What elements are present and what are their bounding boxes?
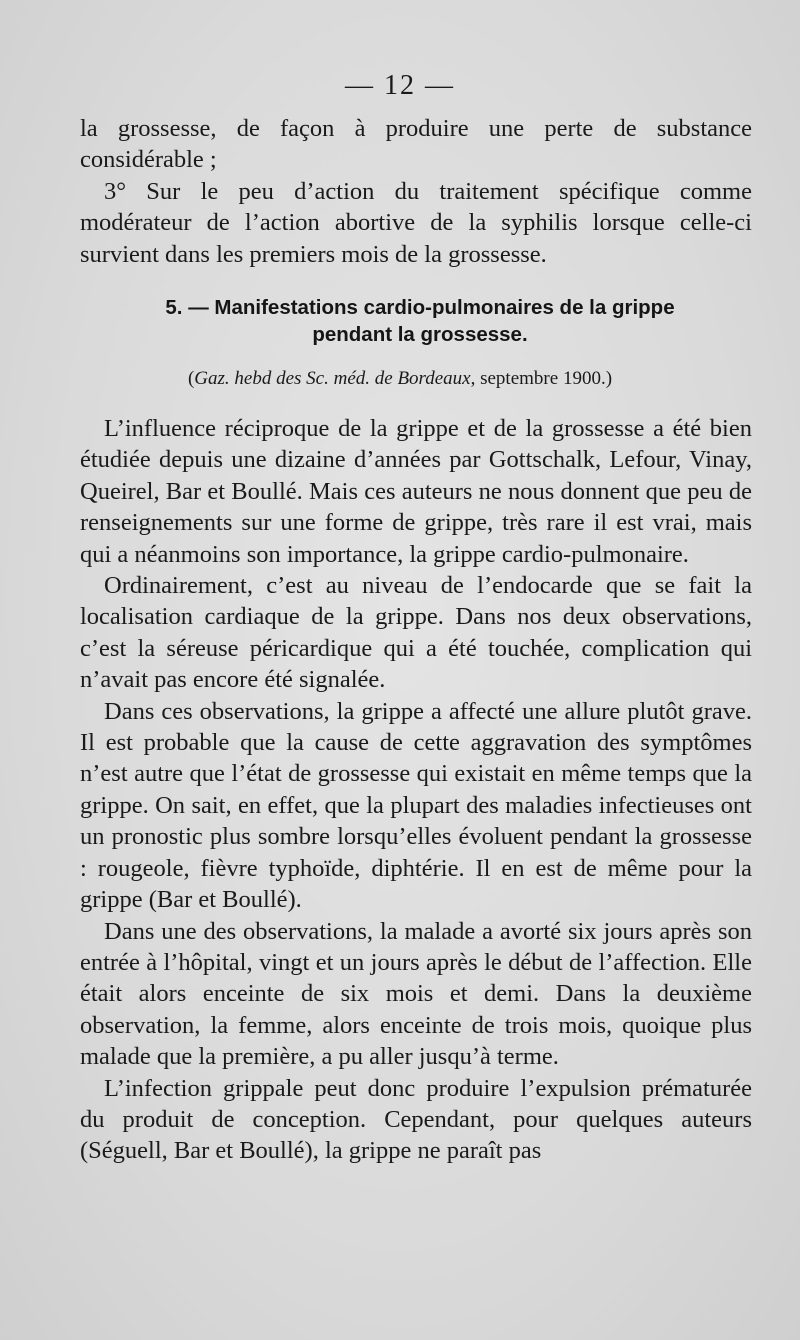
body-paragraph-2: Ordinairement, c’est au niveau de l’endocarde que se fait la localisation cardiaque de la grippe. Dans nos deux observations, c’est la séreuse péricardique qui a été touchée, complication qui n’avait pas encore été signalée. [80,572,752,694]
body-paragraph-1: L’influence réciproque de la grippe et de la grossesse a été bien étudiée depuis une dizaine d’années par Gottschalk, Lefour, Vinay, Queirel, Bar et Boullé. Mais ces auteurs ne nous donnent que peu de renseignements sur une forme de grippe, très rare il est vrai, mais qui a néanmoins son importance, la grippe cardio-pulmonaire. [80,415,752,568]
source-citation [0,366,800,392]
intro-paragraph-continued: la grossesse, de façon à produire une perte de substance considérable ; [80,115,752,174]
body-paragraph-4: Dans une des observations, la malade a avorté six jours après son entrée à l’hôpital, vingt et un jours après le début de l’affection. Elle était alors enceinte de six mois et demi. Dans la deuxième observation, la femme, alors enceinte de trois mois, quoique plus malade que la première, a pu aller jusqu’à terme. [80,917,752,1071]
source-open-paren: ( [187,368,195,389]
section-heading [100,294,740,348]
source-journal: Gaz. hebd des Sc. méd. de Bordeaux [194,368,471,389]
body-paragraph-5: L’infection grippale peut donc produire l’expulsion prématurée du produit de conception. Cependant, pour quelques auteurs (Séguell, Bar et Boullé), la grippe ne paraît pas [80,1074,752,1165]
intro-paragraph-3: 3° Sur le peu d’action du traitement spécifique comme modérateur de l’action abortive de la syphilis lorsque celle-ci survient dans les premiers mois de la grossesse. [80,177,752,268]
source-date: , septembre 1900.) [470,368,613,389]
body-paragraph-3: Dans ces observations, la grippe a affecté une allure plutôt grave. Il est probable que la cause de cette aggravation des symptômes n’est autre que l’état de grossesse qui existait en même temps que la grippe. On sait, en effet, que la plupart des maladies infectieuses ont un pronostic plus sombre lorsqu’elles évoluent pendant la grossesse : rougeole, fièvre typhoïde, diphtérie. Il en est de même pour la grippe (Bar et Boullé). [80,697,752,914]
section-heading-line-2: pendant la grossesse. [312,323,528,346]
section-heading-line-1: 5. — Manifestations cardio-pulmonaires de la grippe [165,296,675,319]
page-number: — 12 — [345,70,455,101]
section-body [80,413,752,1167]
intro-text [80,113,752,270]
